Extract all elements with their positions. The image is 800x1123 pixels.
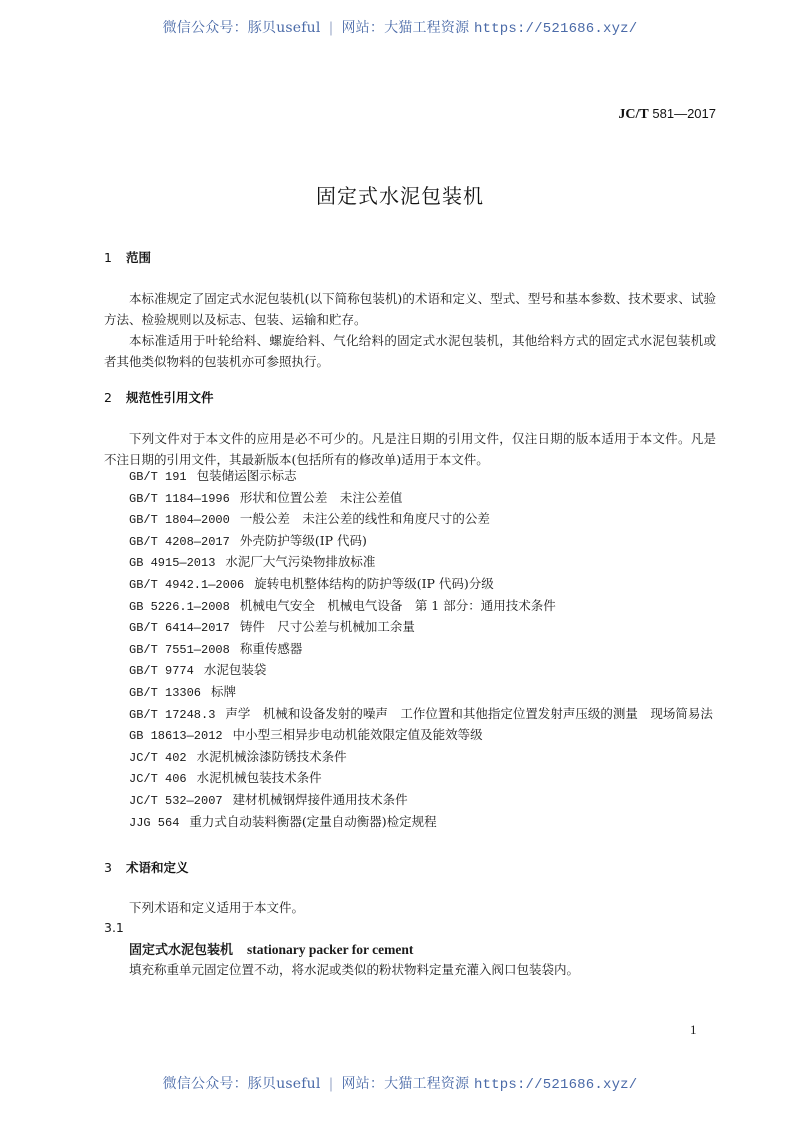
reference-code: GB/T 9774 [129,664,194,679]
reference-code: JC/T 402 [129,750,187,765]
reference-item [104,552,716,574]
reference-code: JJG 564 [129,815,180,830]
reference-code: GB/T 1804—2000 [129,513,230,528]
reference-code: GB/T 191 [129,470,187,484]
terms-intro-paragraph: 下列术语和定义适用于本文件。 [129,900,305,915]
reference-title: 一般公差 未注公差的线性和角度尺寸的公差 [239,511,490,527]
reference-item [104,531,716,553]
reference-item [104,574,716,596]
section-heading-scope [104,248,151,266]
section-number: 1 [104,250,112,265]
reference-item [104,790,716,812]
reference-code: GB/T 6414—2017 [129,621,230,636]
reference-code: GB/T 13306 [129,685,202,700]
reference-list [104,466,716,833]
reference-title: 水泥机械涂漆防锈技术条件 [196,748,347,764]
reference-code: GB/T 7551—2008 [129,642,230,657]
reference-item [104,639,716,661]
document-title: 固定式水泥包装机 [316,184,484,208]
reference-title: 中小型三相异步电动机能效限定值及能效等级 [232,727,483,743]
scope-paragraph-1: 本标准规定了固定式水泥包装机(以下简称包装机)的术语和定义、型式、型号和基本参数、技术要求、试验方法、检验规则以及标志、包装、运输和贮存。 [104,291,716,327]
section-heading-normative-references [104,388,214,406]
standard-number: 581—2017 [652,106,716,121]
reference-title: 水泥厂大气污染物排放标准 [225,554,376,570]
reference-code: GB 18613—2012 [129,729,223,744]
reference-title: 标牌 [211,683,237,699]
reference-title: 外壳防护等级(IP 代码) [239,532,367,548]
reference-title: 旋转电机整体结构的防护等级(IP 代码)分级 [254,575,494,591]
references-intro-paragraph: 下列文件对于本文件的应用是必不可少的。凡是注日期的引用文件，仅注日期的版本适用于本文件。凡是不注日期的引用文件，其最新版本(包括所有的修改单)适用于本文件。 [104,431,716,467]
reference-code: JC/T 532—2007 [129,793,223,808]
section-title: 规范性引用文件 [126,390,214,405]
reference-item [104,704,716,726]
reference-code: JC/T 406 [129,772,187,787]
reference-title: 声学 机械和设备发射的噪声 工作位置和其他指定位置发射声压级的测量 现场简易法 [225,705,713,721]
reference-title: 建材机械钢焊接件通用技术条件 [232,791,408,807]
standard-prefix: JC/T [618,107,649,122]
reference-item [104,596,716,618]
watermark-separator: | [328,20,334,36]
reference-title: 重力式自动装料衡器(定量自动衡器)检定规程 [189,813,437,829]
reference-title: 机械电气安全 机械电气设备 第 1 部分：通用技术条件 [239,597,556,613]
reference-code: GB 5226.1—2008 [129,599,230,614]
reference-item [104,509,716,531]
watermark-wechat: 微信公众号：豚贝useful [162,20,321,36]
reference-code: GB/T 4942.1—2006 [129,577,245,592]
reference-item [104,747,716,769]
reference-item [104,660,716,682]
reference-item [104,466,716,488]
watermark-url[interactable]: https://521686.xyz/ [473,1077,638,1093]
reference-title: 铸件 尺寸公差与机械加工余量 [239,619,415,635]
watermark-site-label: 网站：大猫工程资源 [341,20,470,36]
reference-item [104,725,716,747]
reference-title: 水泥包装袋 [203,662,267,678]
reference-title: 形状和位置公差 未注公差值 [239,489,403,505]
reference-code: GB/T 1184—1996 [129,491,230,506]
watermark-top [0,17,800,37]
section-number: 3 [104,860,112,875]
term-definition: 填充称重单元固定位置不动，将水泥或类似的粉状物料定量充灌入阀口包装袋内。 [129,962,580,977]
reference-title: 包装储运图示标志 [196,468,297,483]
watermark-separator: | [328,1076,334,1092]
scope-paragraph-2: 本标准适用于叶轮给料、螺旋给料、气化给料的固定式水泥包装机，其他给料方式的固定式水泥包装机或者其他类似物料的包装机亦可参照执行。 [104,333,716,369]
term-name-en: stationary packer for cement [247,942,414,957]
reference-item [104,488,716,510]
reference-item [104,617,716,639]
section-number: 2 [104,390,112,405]
watermark-bottom [0,1073,800,1093]
reference-code: GB/T 4208—2017 [129,534,230,549]
reference-code: GB/T 17248.3 [129,707,216,722]
watermark-url[interactable]: https://521686.xyz/ [473,21,638,37]
reference-title: 水泥机械包装技术条件 [196,770,322,786]
standard-code [618,106,716,123]
watermark-wechat: 微信公众号：豚贝useful [162,1076,321,1092]
page-number: 1 [690,1022,697,1037]
watermark-site-label: 网站：大猫工程资源 [341,1076,470,1092]
section-title: 术语和定义 [126,860,189,875]
term-name [129,939,413,958]
reference-item [104,812,716,834]
reference-item [104,768,716,790]
term-name-zh: 固定式水泥包装机 [129,943,234,958]
section-heading-terms-definitions [104,858,189,876]
reference-code: GB 4915—2013 [129,556,216,571]
reference-item [104,682,716,704]
term-number: 3.1 [104,920,124,935]
reference-title: 称重传感器 [239,640,303,656]
section-title: 范围 [126,250,152,265]
